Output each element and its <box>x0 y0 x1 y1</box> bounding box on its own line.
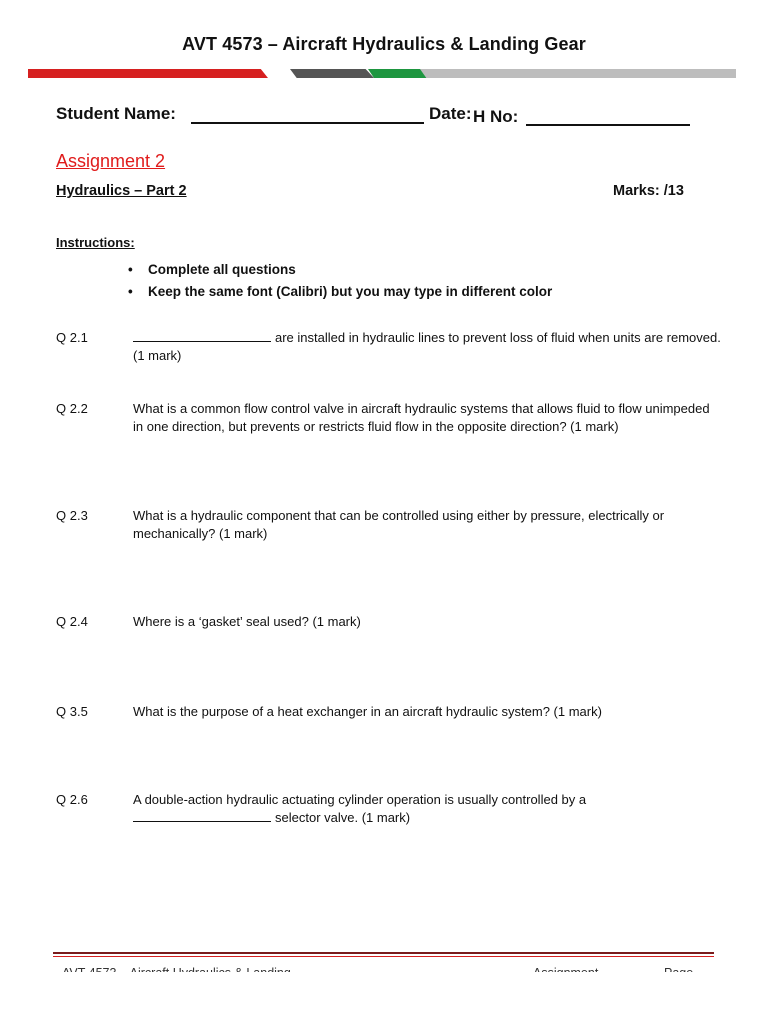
footer-divider-accent <box>53 956 714 957</box>
question-text <box>133 791 723 827</box>
question-text <box>133 329 723 365</box>
question-body: A double-action hydraulic actuating cylinder operation is usually controlled by a <box>133 792 587 807</box>
question-number: Q 2.1 <box>56 330 88 345</box>
student-name-field[interactable] <box>191 122 424 124</box>
instructions-list <box>148 259 552 302</box>
h-no-field[interactable] <box>526 124 690 126</box>
question-number: Q 2.4 <box>56 614 88 629</box>
answer-blank[interactable] <box>133 809 271 822</box>
question-body: are installed in hydraulic lines to prevent loss of fluid when units are removed. (1 mark) <box>133 330 721 363</box>
question-number: Q 2.2 <box>56 401 88 416</box>
student-name-label: Student Name: <box>56 104 176 123</box>
question-number: Q 2.6 <box>56 792 88 807</box>
question-body: selector valve. (1 mark) <box>275 810 411 825</box>
assignment-title: Assignment 2 <box>56 151 166 171</box>
instruction-item: • Complete all questions <box>148 259 552 281</box>
page-cutoff <box>0 972 768 1024</box>
question-text: What is a hydraulic component that can be controlled using either by pressure, electrically or mechanically? (1 mark) <box>133 508 665 541</box>
question-number: Q 2.3 <box>56 508 88 523</box>
question-text: What is a common flow control valve in aircraft hydraulic systems that allows fluid to flow unimpeded in one direction, but prevents or restricts fluid flow in the opposite direction? (1 mark) <box>133 401 710 434</box>
instructions-heading: Instructions: <box>56 235 135 250</box>
header-stripe-dark <box>290 69 374 78</box>
header-stripe-gray <box>420 69 736 78</box>
h-no-label: H No: <box>473 107 519 126</box>
document-title: AVT 4573 – Aircraft Hydraulics & Landing Gear <box>182 34 586 54</box>
question-text: What is the purpose of a heat exchanger in an aircraft hydraulic system? (1 mark) <box>133 704 602 719</box>
question-number: Q 3.5 <box>56 704 88 719</box>
header-stripe-red <box>28 69 268 78</box>
header-stripe-green <box>368 69 428 78</box>
footer-divider <box>53 952 714 954</box>
marks-label: Marks: /13 <box>613 183 684 199</box>
answer-blank[interactable] <box>133 329 271 342</box>
date-label: Date: <box>429 104 472 123</box>
part-heading: Hydraulics – Part 2 <box>56 183 187 199</box>
question-text: Where is a ‘gasket’ seal used? (1 mark) <box>133 614 361 629</box>
instruction-item: • Keep the same font (Calibri) but you may type in different color <box>148 281 552 303</box>
